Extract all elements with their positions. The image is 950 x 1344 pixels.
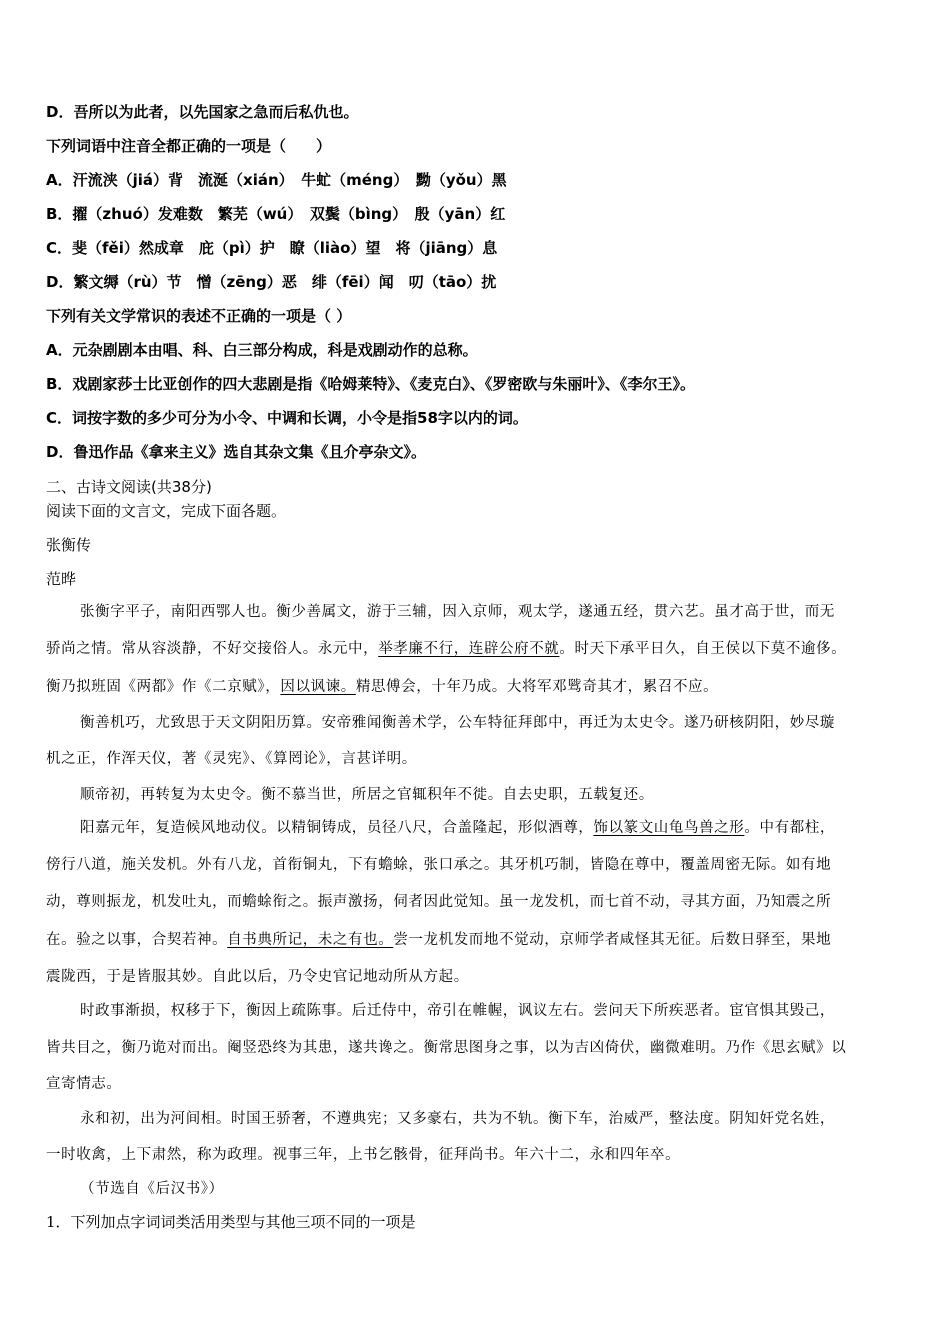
passage-line: 时政事渐损，权移于下，衡因上疏陈事。后迁侍中，帝引在帷幄，讽议左右。尝问天下所疾恶者。宦官惧其毁己， — [80, 1003, 835, 1019]
option-c-literature: C．词按字数的多少可分为小令、中调和长调，小令是指58字以内的词。 — [46, 409, 528, 427]
passage-title: 张衡传 — [46, 536, 92, 554]
underlined-phrase: 饰以篆文山龟鸟兽之形 — [593, 820, 745, 836]
passage-line: 动，尊则振龙，机发吐丸，而蟾蜍衔之。振声激扬，伺者因此觉知。虽一龙发机，而七首不动，寻其方面，乃知震之所 — [46, 894, 832, 910]
option-b-literature: B．戏剧家莎士比亚创作的四大悲剧是指《哈姆莱特》、《麦克白》、《罗密欧与朱丽叶》、《李尔王》。 — [46, 375, 695, 393]
passage-line: 衡乃拟班固《两都》作《二京赋》，因以讽谏。精思傅会，十年乃成。大将军邓骘奇其才，累召不应。 — [46, 679, 719, 695]
passage-line: 张衡字平子，南阳西鄂人也。衡少善属文，游于三辅，因入京师，观太学，遂通五经，贯六艺。虽才高于世，而无 — [80, 604, 835, 620]
option-a-literature: A．元杂剧剧本由唱、科、白三部分构成，科是戏剧动作的总称。 — [46, 341, 478, 359]
question-stem-literature: 下列有关文学常识的表述不正确的一项是（ ） — [46, 307, 352, 325]
passage-line: 机之正，作浑天仪，著《灵宪》、《算罔论》，言甚详明。 — [46, 751, 417, 767]
instruction: 阅读下面的文言文，完成下面各题。 — [46, 502, 287, 520]
passage-line: 阳嘉元年，复造候风地动仪。以精铜铸成，员径八尺，合盖隆起，形似酒尊，饰以篆文山龟鸟兽之形。中有都柱， — [80, 820, 836, 836]
option-d-prev: D．吾所以为此者，以先国家之急而后私仇也。 — [46, 103, 359, 121]
passage-line: 宣寄情志。 — [46, 1076, 122, 1092]
option-c-pinyin: C．斐（fěi）然成章 庇（pì）护 瞭（liào）望 将（jiāng）息 — [46, 239, 498, 257]
underlined-phrase: 举孝廉不行，连辟公府不就 — [378, 641, 560, 657]
passage-line: 震陇西，于是皆服其妙。自此以后，乃令史官记地动所从方起。 — [46, 969, 469, 985]
passage-author: 范晔 — [46, 570, 77, 588]
passage-line: 一时收禽，上下肃然，称为政理。视事三年，上书乞骸骨，征拜尚书。年六十二，永和四年卒。 — [46, 1147, 681, 1163]
passage-line: 在。验之以事，合契若神。自书典所记，未之有也。尝一龙机发而地不觉动，京师学者咸怪其无征。后数日驿至，果地 — [46, 932, 832, 948]
option-d-pinyin: D．繁文缛（rù）节 憎（zēng）恶 绯（fēi）闻 叨（tāo）扰 — [46, 273, 497, 291]
passage-line: 衡善机巧，尤致思于天文阴阳历算。安帝雅闻衡善术学，公车特征拜郎中，再迁为太史令。遂乃研核阴阳，妙尽璇 — [80, 715, 835, 731]
underlined-phrase: 自书典所记，未之有也。 — [227, 932, 394, 948]
passage-line: 皆共目之，衡乃诡对而出。阉竖恐终为其患，遂共谗之。衡常思图身之事，以为吉凶倚伏，幽微难明。乃作《思玄赋》以 — [46, 1040, 847, 1056]
option-d-literature: D．鲁迅作品《拿来主义》选自其杂文集《且介亭杂文》。 — [46, 443, 426, 461]
section-heading: 二、古诗文阅读(共38分) — [46, 478, 212, 496]
option-b-pinyin: B．擢（zhuó）发难数 繁芜（wú） 双鬓（bìng） 殷（yān）红 — [46, 205, 506, 223]
passage-source: （节选自《后汉书》） — [80, 1181, 224, 1197]
question-1-stem: 1．下列加点字词词类活用类型与其他三项不同的一项是 — [46, 1213, 416, 1231]
passage-line: 顺帝初，再转复为太史令。衡不慕当世，所居之官辄积年不徙。自去史职，五载复还。 — [80, 787, 654, 803]
question-stem-pinyin: 下列词语中注音全都正确的一项是（ ） — [46, 137, 332, 155]
underlined-phrase: 因以讽谏。 — [280, 679, 356, 695]
option-a-pinyin: A．汗流浃（jiá）背 流涎（xián） 牛虻（méng） 黝（yǒu）黑 — [46, 171, 507, 189]
passage-line: 永和初，出为河间相。时国王骄奢，不遵典宪；又多豪右，共为不轨。衡下车，治威严，整法度。阴知奸党名姓， — [80, 1111, 835, 1127]
passage-line: 傍行八道，施关发机。外有八龙，首衔铜丸，下有蟾蜍，张口承之。其牙机巧制，皆隐在尊中，覆盖周密无际。如有地 — [46, 857, 832, 873]
passage-line: 骄尚之情。常从容淡静，不好交接俗人。永元中，举孝廉不行，连辟公府不就。时天下承平日久，自王侯以下莫不逾侈。 — [46, 641, 847, 657]
